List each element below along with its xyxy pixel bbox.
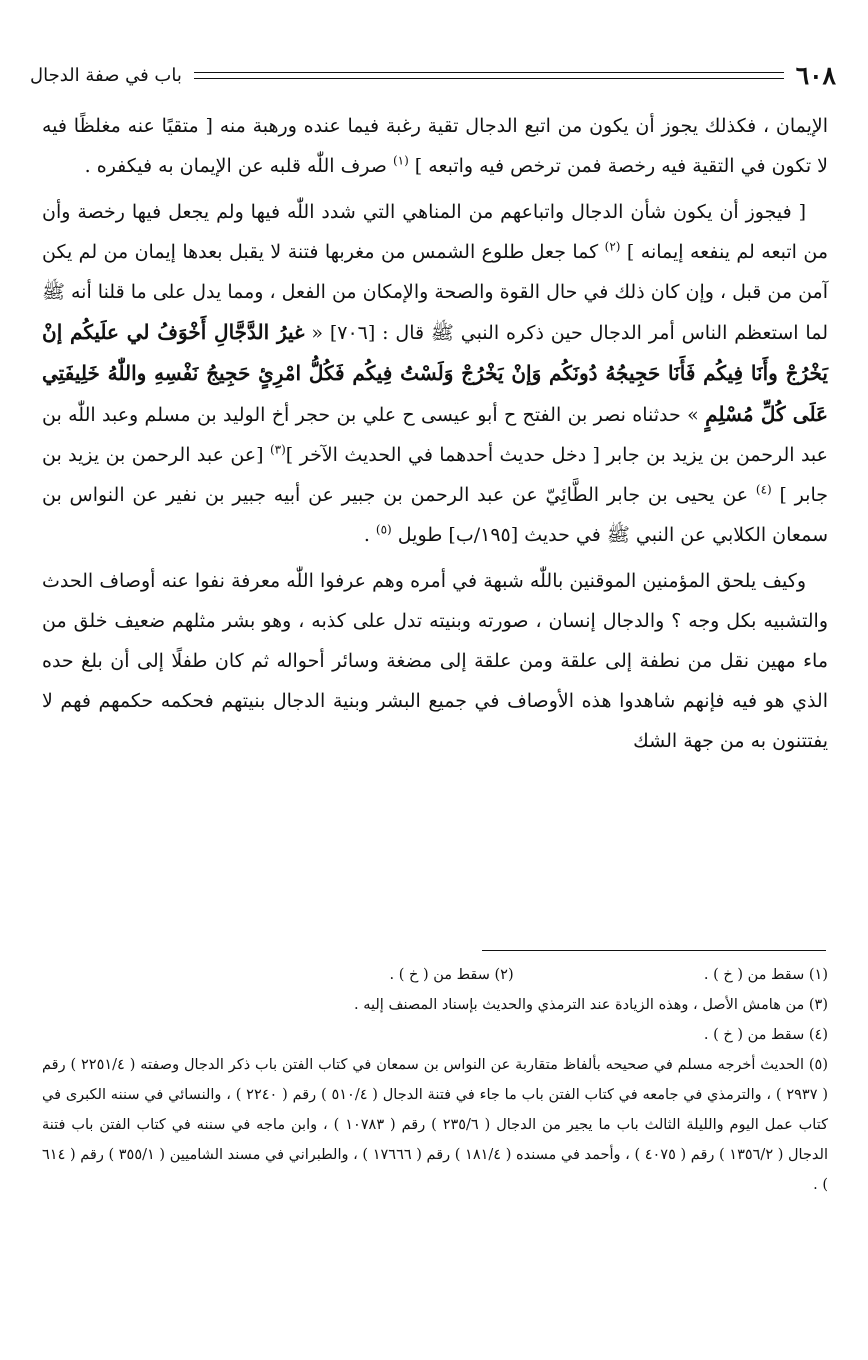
footnote-3: (٣) من هامش الأصل ، وهذه الزيادة عند الترمذي والحديث بإسناد المصنف إليه . [354, 997, 828, 1013]
text-run: وكيف يلحق المؤمنين الموقنين باللّٰه شبهة في أمره وهم عرفوا اللّٰه معرفة نفوا عنه أوصاف الحدث والتشبيه بكل وجه ؟ والدجال إنسان ، صورته وبنيته تدل على كذبه ، وهو بشر مثلهم ضعيف خلق من ماء مهين نقل من نطفة إلى علقة ومن علقة إلى مضغة وسائر أحواله ثم كان طفلًا إلى أن بلغ حده الذي هو فيه فإنهم شاهدوا هذه الأوصاف في جميع البشر وبنية الدجال بنيتهم فحكمه حكمهم فهم لا يفتتنون به من جهة الشك [42, 570, 828, 752]
text-run: عن يحيى بن جابر الطَّائِيّ عن عبد الرحمن بن جبير عن أبيه جبير بن نفير عن النواس بن سمعان الكلابي عن النبي ﷺ في حديث [١٩٥/ب] طويل [42, 484, 828, 546]
text-run: » حدثناه نصر بن الفتح ح أبو عيسى ح علي بن حجر أخ الوليد بن مسلم وعبد اللّٰه بن عبد الرحمن بن يزيد بن جابر [ دخل حديث أحدهما في الحديث الآخر ] [42, 404, 829, 466]
page-number: ٦٠٨ [795, 60, 836, 90]
footnote-1: (١) سقط من ( خ ) . [703, 967, 828, 983]
hadith-text: غيرُ الدَّجَّالِ أَخْوَفُ لي علَيكُم إنْ يَخْرُجْ وأَنَا فِيكُم فَأَنَا حَجِيجُهُ دُونَكُم وَإنْ يَخْرُجْ وَلَسْتُ فِيكُم فَكُلُّ امْرِئٍ حَجِيجُ نَفْسِهِ واللّٰهُ خَلِيفَتِي عَلَى كُلِّ مُسْلِمٍ [42, 320, 828, 426]
page-header [30, 58, 836, 92]
paragraph [42, 106, 828, 186]
footnote-4: (٤) سقط من ( خ ) . [703, 1027, 828, 1043]
footnote-2: (٢) سقط من ( خ ) . [389, 967, 514, 983]
text-run: [عن عبد الرحمن بن يزيد بن جابر ] [42, 444, 828, 506]
text-run: [ فيجوز أن يكون شأن الدجال واتباعهم من المناهي التي شدد اللّٰه فيها ولم يجعل فيها رخصة وأن من اتبعه لم ينفعه إيمانه ] [42, 201, 828, 263]
footnote-ref: (٣) [269, 442, 286, 457]
footnotes [42, 960, 828, 1200]
header-double-rule [194, 72, 784, 79]
text-run: . [363, 524, 376, 546]
text-run: الإيمان ، فكذلك يجوز أن يكون من اتبع الدجال تقية رغبة فيما عنده ورهبة منه [ متقيًا عنه مغلظًا فيه لا تكون في التقية فيه رخصة فمن ترخص فيه واتبعه ] [42, 115, 828, 177]
footnote-5: (٥) الحديث أخرجه مسلم في صحيحه بألفاظ متقاربة عن النواس بن سمعان في كتاب الفتن باب ذكر الدجال وصفته ( ٢٢٥١/٤ ) رقم ( ٢٩٣٧ ) ، والترمذي في جامعه في كتاب الفتن باب ما جاء في فتنة الدجال ( ٥١٠/٤ ) رقم ( ٢٢٤٠ ) ، والنسائي في سننه الكبرى في كتاب عمل اليوم والليلة الثالث باب ما يجير من الدجال ( ٢٣٥/٦ ) رقم ( ١٠٧٨٣ ) ، وابن ماجه في سننه في كتاب الفتن باب فتنة الدجال ( ١٣٥٦/٢ ) رقم ( ٤٠٧٥ ) ، وأحمد في مسنده ( ١٨١/٤ ) رقم ( ١٧٦٦٦ ) ، والطبراني في مسند الشاميين ( ٣٥٥/١ ) رقم ( ٦١٤ ) . [42, 1057, 828, 1193]
paragraph [42, 192, 828, 555]
text-run: صرف اللّٰه قلبه عن الإيمان به فيكفره . [84, 155, 393, 177]
footnote-ref: (٥) [375, 522, 392, 537]
footnote-row [42, 960, 828, 990]
paragraph [42, 561, 828, 761]
footnote-ref: (٢) [604, 239, 621, 254]
footnote-ref: (١) [392, 153, 409, 168]
main-text [42, 106, 828, 761]
text-run: كما جعل طلوع الشمس من مغربها فتنة لا يقبل بعدها إيمان من لم يكن آمن من قبل ، وإن كان ذلك في حال القوة والصحة والإمكان من الفعل ، ومما يدل على ما قلنا أنه ﷺ لما استعظم الناس أمر الدجال حين ذكره النبي ﷺ قال : [٧٠٦] « [42, 241, 828, 344]
running-title: باب في صفة الدجال [30, 64, 182, 86]
footnote-separator [482, 950, 826, 951]
footnote-ref: (٤) [755, 482, 772, 497]
